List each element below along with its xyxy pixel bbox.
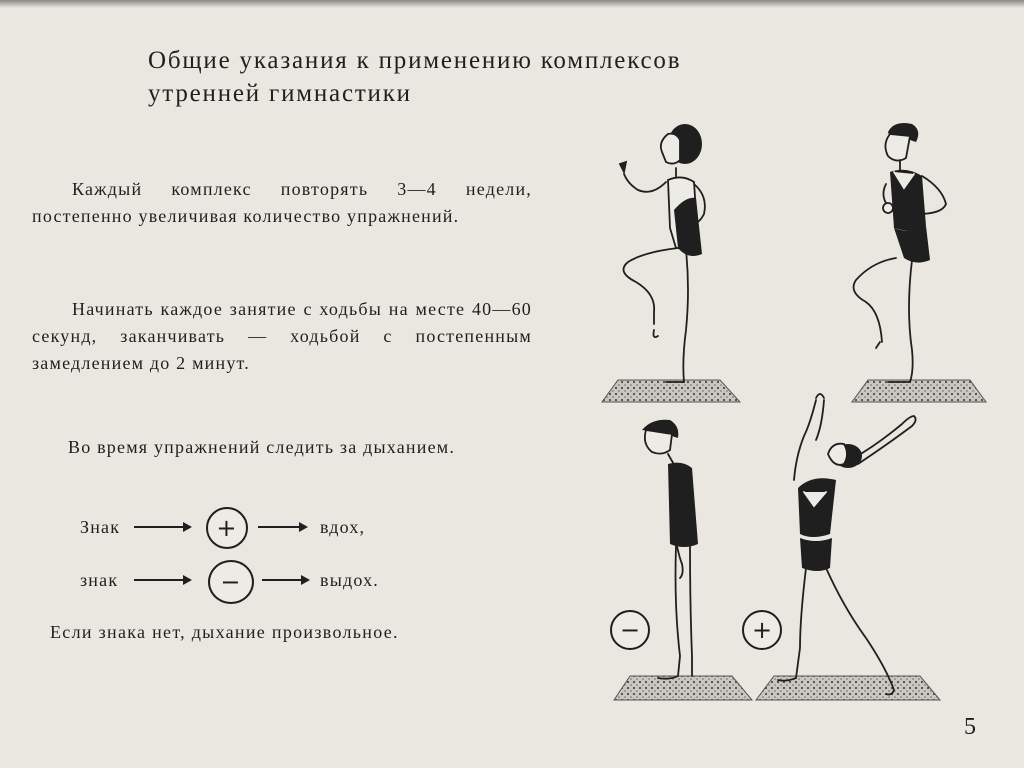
woman-marching-figure — [602, 124, 740, 402]
exercise-mat — [852, 380, 986, 402]
paragraph-breathing: Во время упражнений следить за дыханием. — [68, 437, 456, 457]
sign-meaning: выдох. — [320, 570, 380, 590]
arrow-right-icon — [134, 526, 190, 528]
exercise-mat — [756, 676, 940, 700]
page-top-edge — [0, 0, 1024, 8]
page-number: 5 — [964, 714, 976, 740]
title-line-1: Общие указания к применению комплексов — [148, 47, 682, 74]
woman-arms-raised-figure — [756, 394, 940, 700]
minus-circle-icon: − — [610, 610, 650, 650]
sign-meaning: вдох, — [320, 517, 366, 537]
man-marching-figure — [852, 123, 986, 402]
plus-circle-icon: + — [206, 507, 248, 549]
exercise-illustrations — [590, 110, 1010, 720]
arrow-right-icon — [262, 579, 308, 581]
exercise-mat — [602, 380, 740, 402]
sign-word: Знак — [80, 517, 121, 537]
arrow-right-icon — [134, 579, 190, 581]
title-line-2: утренней гимнастики — [148, 80, 412, 107]
sign-word: знак — [80, 570, 119, 590]
paragraph-repeat-complex: Каждый комплекс повторять 3—4 недели, постепенно увеличивая количество упражнений. — [32, 179, 532, 226]
arrow-right-icon — [258, 526, 306, 528]
minus-circle-icon: − — [208, 560, 254, 604]
exercise-mat — [614, 676, 752, 700]
paragraph-walking: Начинать каждое занятие с ходьбы на месте 40—60 секунд, заканчивать — ходьбой с постепенным замедлением до 2 минут. — [32, 299, 532, 373]
page-title — [148, 44, 908, 110]
man-bending-figure — [614, 420, 752, 700]
plus-circle-icon: + — [742, 610, 782, 650]
paragraph-no-sign: Если знака нет, дыхание произвольное. — [50, 622, 399, 642]
